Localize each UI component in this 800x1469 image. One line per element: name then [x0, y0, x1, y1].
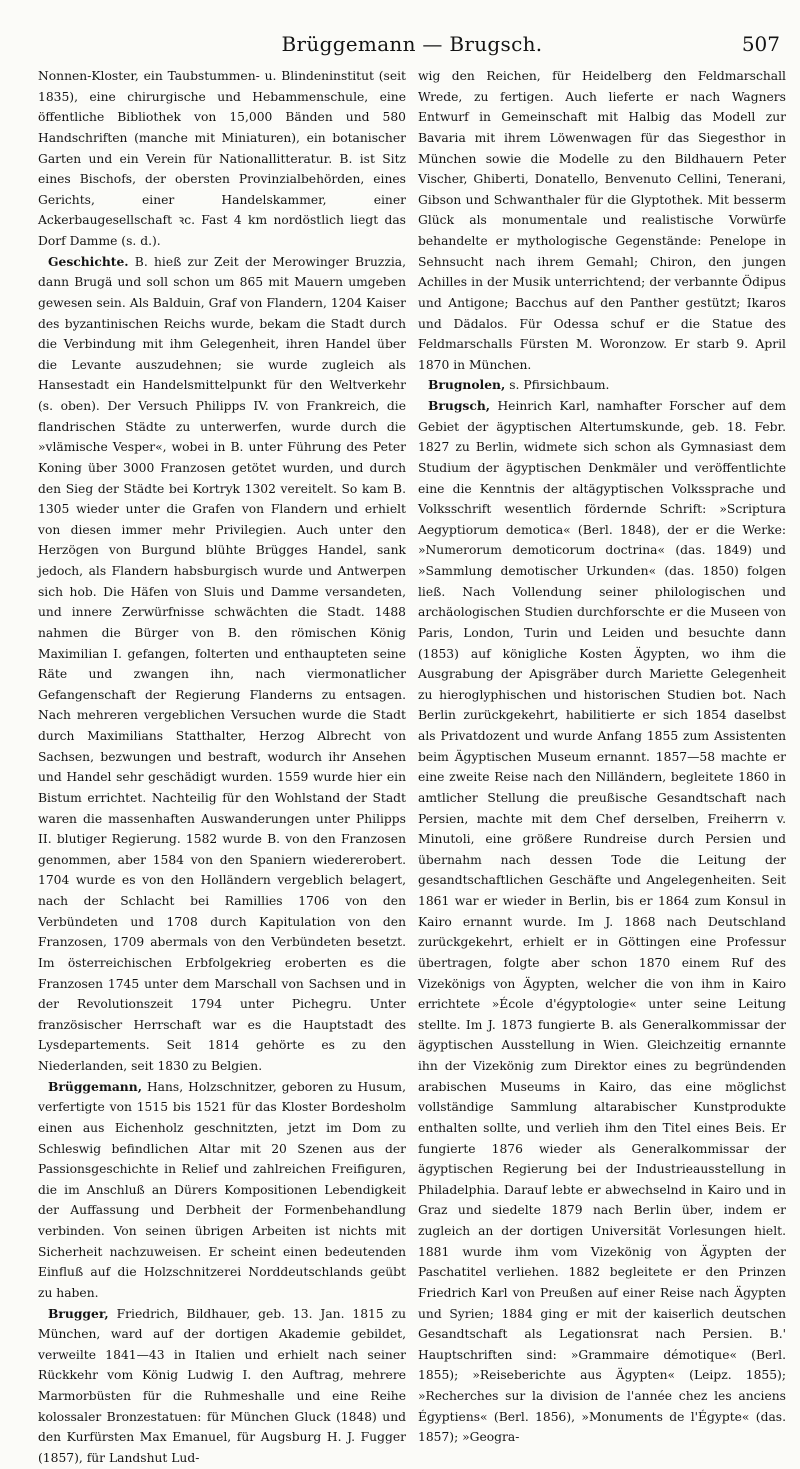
paragraph-continuation	[418, 66, 786, 375]
section-heading: Geschichte.	[48, 253, 129, 269]
entry-heading: Brugnolen,	[428, 377, 506, 393]
page-header	[38, 0, 786, 66]
entry-brugger	[38, 1304, 406, 1469]
paragraph-text: Nonnen-Kloster, ein Taubstummen- u. Blindeninstitut (seit 1835), eine chirurgische und Hebammenschule, eine öffentliche Bibliothek von 15,000 Bänden und 580 Handschriften (manche mit Miniaturen), ein botanischer Garten und ein Verein für Nationallitteratur. B. ist Sitz eines Bischofs, der obersten Provinzialbehörden, eines Gerichts, einer Handelskammer, einer Ackerbaugesellschaft ꝛc. Fast 4 km nordöstlich liegt das Dorf Damme (s. d.).	[38, 69, 406, 248]
entry-text: Hans, Holzschnitzer, geboren zu Husum, verfertigte von 1515 bis 1521 für das Kloster Bordesholm einen aus Eichenholz geschnitzten, jetzt im Dom zu Schleswig befindlichen Altar mit 20 Szenen aus der Passionsgeschichte in Relief und zahlreichen Freifiguren, die im Anschluß an Dürers Kompositionen Lebendigkeit der Auffassung und Derbheit der Formenbehandlung verbinden. Von seinen übrigen Arbeiten ist nichts mit Sicherheit nachzuweisen. Er scheint einen bedeutenden Einfluß auf die Holzschnitzerei Norddeutschlands geübt zu haben.	[38, 1079, 406, 1300]
page-number: 507	[741, 32, 780, 56]
paragraph-geschichte	[38, 252, 406, 1077]
entry-heading: Brüggemann,	[48, 1078, 142, 1094]
entry-heading: Brugger,	[48, 1305, 109, 1321]
entry-heading: Brugsch,	[428, 398, 491, 413]
paragraph-text: wig den Reichen, für Heidelberg den Feldmarschall Wrede, zu fertigen. Auch lieferte er nach Wagners Entwurf in Gemeinschaft mit Halbig das Modell zur Bavaria mit ihrem Löwenwagen für das Siegesthor in München sowie die Modelle zu den Bildhauern Peter Vischer, Ghiberti, Donatello, Benvenuto Cellini, Tenerani, Gibson und Schwanthaler für die Glyptothek. Mit besserm Glück als monumentale und realistische Vorwürfe behandelte er mythologische Gegenstände: Penelope in Sehnsucht nach ihrem Gemahl; Chiron, den jungen Achilles in der Musik unterrichtend; der verbannte Ödipus und Antigone; Bacchus auf den Panther gestützt; Ikaros und Dädalos. Für Odessa schuf er die Statue des Feldmarschalls Fürsten M. Woronzow. Er starb 9. April 1870 in München.	[418, 69, 786, 372]
entry-brueggemann	[38, 1077, 406, 1304]
text-columns	[38, 66, 786, 1469]
paragraph-text: B. hieß zur Zeit der Merowinger Bruzzia, dann Brugä und soll schon um 865 mit Mauern umgeben gewesen sein. Als Balduin, Graf von Flandern, 1204 Kaiser des byzantinischen Reichs wurde, bekam die Stadt durch die Verbindung mit ihm Gelegenheit, ihren Handel über die Levante auszudehnen; sie wurde zugleich als Hansestadt ein Handelsmittelpunkt für den Weltverkehr (s. oben). Der Versuch Philipps IV. von Frankreich, die flandrischen Städte zu unterwerfen, wurde durch die »vlämische Vesper«, wobei in B. unter Führung des Peter Koning über 3000 Franzosen getötet wurden, und durch den Sieg der Städte bei Kortryk 1302 vereitelt. So kam B. 1305 wieder unter die Grafen von Flandern und erhielt von diesen immer mehr Privilegien. Auch unter den Herzögen von Burgund blühte Brügges Handel, sank jedoch, als Flandern habsburgisch wurde und Antwerpen sich hob. Die Häfen von Sluis und Damme versandeten, und innere Zerwürfnisse schwächten die Stadt. 1488 nahmen die Bürger von B. den römischen König Maximilian I. gefangen, folterten und enthaupteten seine Räte und zwangen ihn, nach viermonatlicher Gefangenschaft der Regierung Flanderns zu entsagen. Nach mehreren vergeblichen Versuchen wurde die Stadt durch Maximilians Statthalter, Herzog Albrecht von Sachsen, bezwungen und bestraft, wodurch ihr Ansehen und Handel sehr geschädigt wurden. 1559 wurde hier ein Bistum errichtet. Nachteilig für den Wohlstand der Stadt waren die massenhaften Auswanderungen unter Philipps II. blutiger Regierung. 1582 wurde B. von den Franzosen genommen, aber 1584 von den Spaniern wiedererobert. 1704 wurde es von den Holländern vergeblich belagert, nach der Schlacht bei Ramillies 1706 von den Verbündeten und 1708 durch Kapitulation von den Franzosen, 1709 abermals von den Verbündeten besetzt. Im österreichischen Erbfolgekrieg eroberten es die Franzosen 1745 unter dem Marschall von Sachsen und in der Revolutionszeit 1794 unter Pichegru. Unter französischer Herrschaft war es die Hauptstadt des Lysdepartements. Seit 1814 gehörte es zu den Niederlanden, seit 1830 zu Belgien.	[38, 254, 406, 1073]
running-head: Brüggemann — Brugsch.	[281, 32, 543, 56]
entry-text: s. Pfirsichbaum.	[505, 378, 610, 393]
left-column	[38, 66, 406, 1469]
entry-brugnolen	[418, 375, 786, 396]
right-column	[418, 66, 786, 1469]
entry-text: Friedrich, Bildhauer, geb. 13. Jan. 1815 zu München, ward auf der dortigen Akademie gebildet, verweilte 1841—43 in Italien und erhielt nach seiner Rückkehr vom König Ludwig I. den Auftrag, mehrere Marmorbüsten für die Ruhmeshalle und eine Reihe kolossaler Bronzestatuen: für München Gluck (1848) und den Kurfürsten Max Emanuel, für Augsburg H. J. Fugger (1857), für Landshut Lud-	[38, 1306, 406, 1465]
paragraph-continuation	[38, 66, 406, 252]
entry-brugsch	[418, 396, 786, 1448]
entry-text: Heinrich Karl, namhafter Forscher auf dem Gebiet der ägyptischen Altertumskunde, geb. 18. Febr. 1827 zu Berlin, widmete sich schon als Gymnasiast dem Studium der ägyptischen Denkmäler und veröffentlichte eine die Kenntnis der altägyptischen Volkssprache und Volksschrift wesentlich fördernde Schrift: »Scriptura Aegyptiorum demotica« (Berl. 1848), der er die Werke: »Numerorum demoticorum doctrina« (das. 1849) und »Sammlung demotischer Urkunden« (das. 1850) folgen ließ. Nach Vollendung seiner philologischen und archäologischen Studien durchforschte er die Museen von Paris, London, Turin und Leiden und besuchte dann (1853) auf königliche Kosten Ägypten, wo ihm die Ausgrabung der Apisgräber durch Mariette Gelegenheit zu hieroglyphischen und historischen Studien bot. Nach Berlin zurückgekehrt, habilitierte er sich 1854 daselbst als Privatdozent und wurde Anfang 1855 zum Assistenten beim Ägyptischen Museum ernannt. 1857—58 machte er eine zweite Reise nach den Nilländern, begleitete 1860 in amtlicher Stellung die preußische Gesandtschaft nach Persien, machte mit dem Chef derselben, Freiherrn v. Minutoli, eine größere Rundreise durch Persien und übernahm nach dessen Tode die Leitung der gesandtschaftlichen Geschäfte und Angelegenheiten. Seit 1861 war er wieder in Berlin, bis er 1864 zum Konsul in Kairo ernannt wurde. Im J. 1868 nach Deutschland zurückgekehrt, erhielt er in Göttingen eine Professur übertragen, folgte aber schon 1870 einem Ruf des Vizekönigs von Ägypten, welcher die von ihm in Kairo errichtete »École d'égyptologie« unter seine Leitung stellte. Im J. 1873 fungierte B. als Generalkommissar der ägyptischen Ausstellung in Wien. Gleichzeitig ernannte ihn der Vizekönig zum Direktor eines zu begründenden arabischen Museums in Kairo, das eine möglichst vollständige Sammlung altarabischer Kunstprodukte enthalten sollte, und verlieh ihm den Titel eines Beis. Er fungierte 1876 wieder als Generalkommissar der ägyptischen Regierung bei der Industrieausstellung in Philadelphia. Darauf lebte er abwechselnd in Kairo und in Graz und siedelte 1879 nach Berlin über, indem er zugleich an der dortigen Universität Vorlesungen hielt. 1881 wurde ihm vom Vizekönig von Ägypten der Paschatitel verliehen. 1882 begleitete er den Prinzen Friedrich Karl von Preußen auf einer Reise nach Ägypten und Syrien; 1884 ging er mit der kaiserlich deutschen Gesandtschaft als Legationsrat nach Persien. B.' Hauptschriften sind: »Grammaire démotique« (Berl. 1855); »Reiseberichte aus Ägypten« (Leipz. 1855); »Recherches sur la division de l'année chez les anciens Égyptiens« (Berl. 1856), »Monuments de l'Égypte« (das. 1857); »Geogra-	[418, 399, 786, 1445]
